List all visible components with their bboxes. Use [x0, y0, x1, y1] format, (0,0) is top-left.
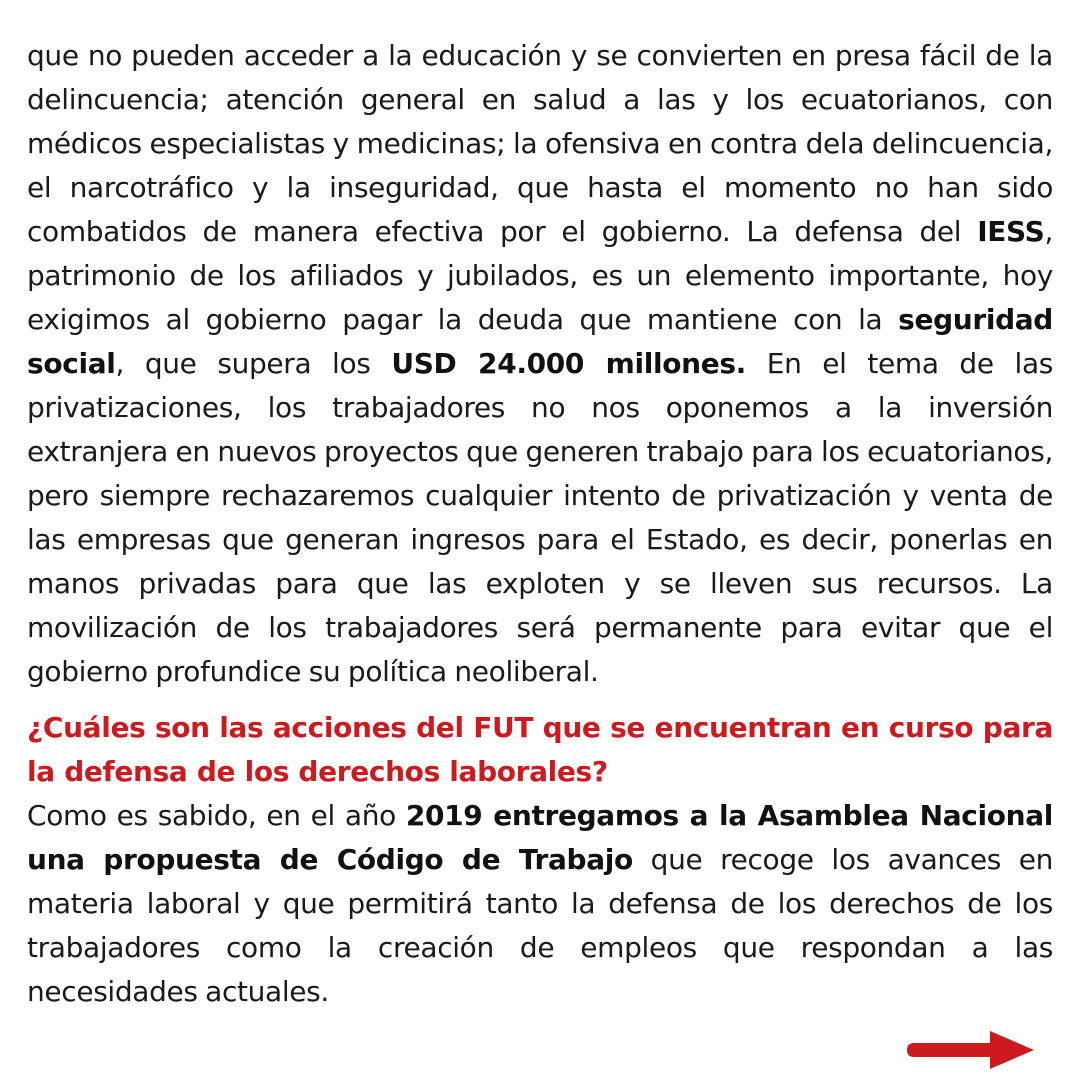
- answer-paragraph: [27, 794, 1053, 1014]
- text-segment: que no pueden acceder a la educación y se convierten en presa fácil de la delincuencia; atención general en salud a las y los ecuatorianos, con médicos especialistas y medicinas; la ofensiva en contra dela delincuencia, el narcotráfico y la inseguridad, que hasta el momento no han sido combatidos de manera efectiva por el gobierno. La defensa del: [27, 39, 1053, 248]
- text-segment: , patrimonio de los afiliados y jubilados, es un elemento importante, hoy exigimos al gobierno pagar la deuda que mantiene con la: [27, 215, 1053, 336]
- bold-iess: IESS: [977, 215, 1045, 248]
- text-segment: En el tema de las privatizaciones, los trabajadores no nos oponemos a la inversión extranjera en nuevos proyectos que generen trabajo para los ecuatorianos, pero siempre rechazaremos cualquier intento de privatización y venta de las empresas que generan ingresos para el Estado, es decir, ponerlas en manos privadas para que las exploten y se lleven sus recursos. La movilización de los trabajadores será permanente para evitar que el gobierno profundice su política neoliberal.: [27, 347, 1053, 688]
- section-question: ¿Cuáles son las acciones del FUT que se encuentran en curso para la defensa de los derechos laborales?: [27, 711, 1053, 788]
- bold-labor-code-proposal: 2019 entregamos a la Asamblea Nacional una propuesta de Código de Trabajo: [27, 799, 1053, 876]
- bold-social-security: seguridad social: [27, 303, 1053, 380]
- text-segment: , que supera los: [115, 347, 392, 380]
- arrow-right-icon[interactable]: [906, 1026, 1038, 1074]
- text-segment: que recoge los avances en materia laboral y que permitirá tanto la defensa de los derechos de los trabajadores como la creación de empleos que respondan a las necesidades actuales.: [27, 843, 1054, 1008]
- bold-debt-amount: USD 24.000 millones.: [391, 347, 746, 380]
- body-paragraph: [27, 34, 1053, 694]
- article-body: [27, 34, 1053, 1014]
- text-segment: Como es sabido, en el año: [27, 799, 406, 832]
